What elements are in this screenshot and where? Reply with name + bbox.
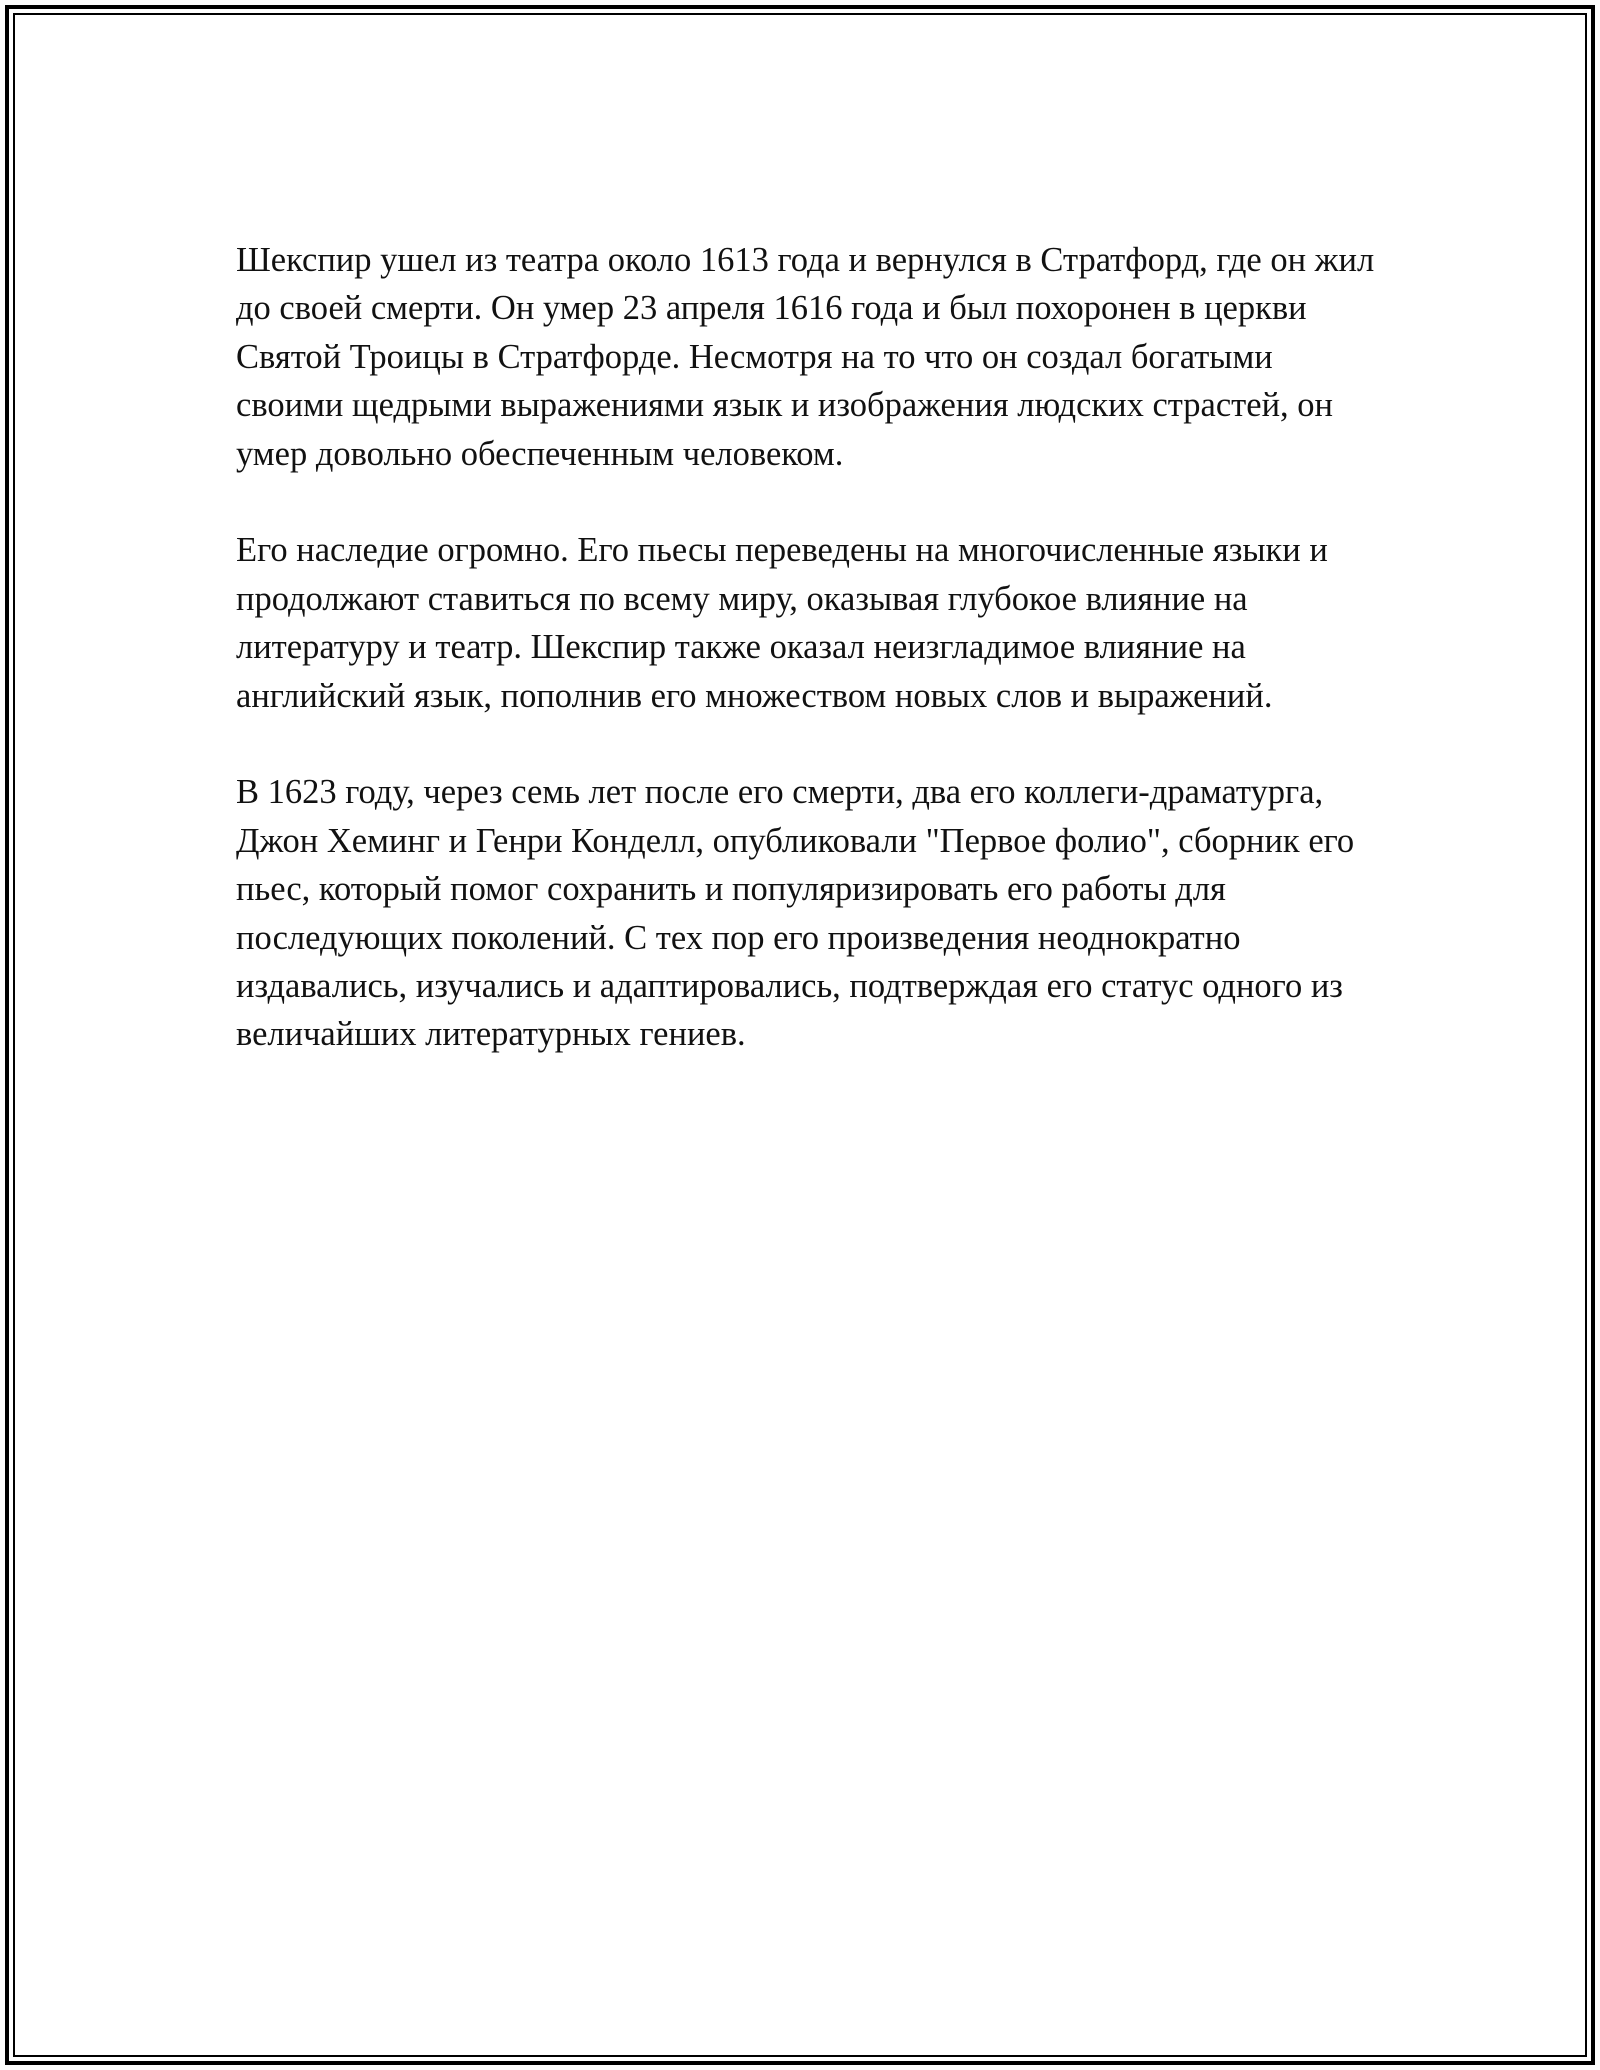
document-body xyxy=(236,236,1376,1107)
paragraph-first-folio: В 1623 году, через семь лет после его смерти, два его коллеги-драматурга, Джон Хеминг и Генри Конделл, опубликовали "Первое фолио", сборник его пьес, который помог сохранить и популяризировать его работы для последующих поколений. С тех пор его произведения неоднократно издавались, изучались и адаптировались, подтверждая его статус одного из величайших литературных гениев. xyxy=(236,773,1355,1054)
paragraph-retirement: Шекспир ушел из театра около 1613 года и вернулся в Стратфорд, где он жил до своей смерти. Он умер 23 апреля 1616 года и был похоронен в церкви Святой Троицы в Стратфорде. Несмотря на то что он создал богатыми своими щедрыми выражениями язык и изображения людских страстей, он умер довольно обеспеченным человеком. xyxy=(236,241,1375,473)
paragraph-legacy: Его наследие огромно. Его пьесы переведены на многочисленные языки и продолжают ставиться по всему миру, оказывая глубокое влияние на литературу и театр. Шекспир также оказал неизгладимое влияние на английский язык, пополнив его множеством новых слов и выражений. xyxy=(236,531,1328,715)
